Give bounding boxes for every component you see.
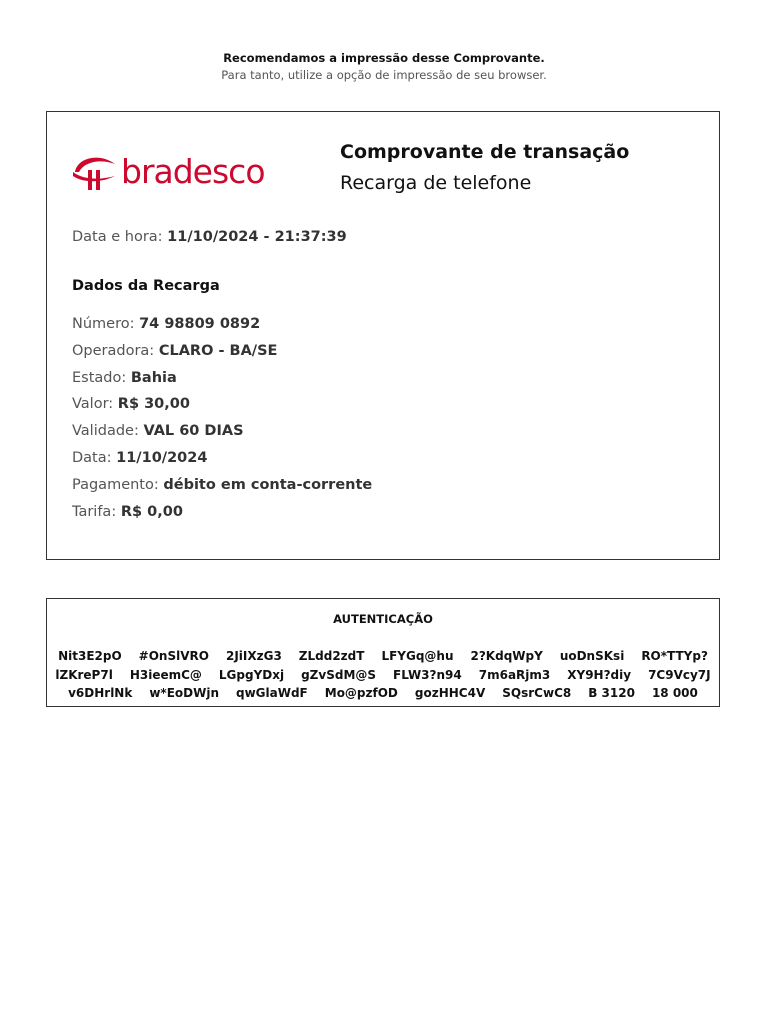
field-value: 11/10/2024 bbox=[116, 449, 208, 466]
field-numero bbox=[72, 311, 372, 338]
auth-code: #OnSlVRO bbox=[138, 649, 209, 663]
auth-code: SQsrCwC8 bbox=[502, 686, 572, 700]
field-label: Data: bbox=[72, 449, 112, 466]
auth-code: gZvSdM@S bbox=[301, 667, 377, 682]
auth-code: lZKreP7l bbox=[55, 667, 113, 682]
auth-code: ZLdd2zdT bbox=[298, 649, 365, 663]
datetime-value: 11/10/2024 - 21:37:39 bbox=[167, 229, 347, 245]
field-operadora bbox=[72, 338, 372, 365]
field-value: VAL 60 DIAS bbox=[143, 423, 244, 440]
auth-row bbox=[47, 684, 719, 703]
auth-code: v6DHrlNk bbox=[68, 686, 133, 700]
auth-code: Mo@pzfOD bbox=[324, 686, 398, 700]
field-pagamento bbox=[72, 472, 372, 499]
field-label: Número: bbox=[72, 316, 135, 332]
auth-code: 2?KdqWpY bbox=[470, 649, 543, 663]
field-valor bbox=[72, 391, 372, 418]
print-notice-text: Para tanto, utilize a opção de impressão de seu browser. bbox=[221, 68, 547, 82]
field-label: Valor: bbox=[72, 396, 114, 413]
receipt-panel bbox=[46, 111, 720, 560]
auth-code: LGpgYDxj bbox=[218, 667, 285, 682]
field-value: R$ 0,00 bbox=[120, 503, 183, 520]
auth-row bbox=[47, 666, 719, 685]
print-notice bbox=[0, 50, 768, 84]
authentication-title: AUTENTICAÇÃO bbox=[333, 612, 433, 626]
field-label: Validade: bbox=[72, 423, 139, 440]
title-block bbox=[340, 138, 629, 200]
bradesco-logo bbox=[71, 148, 271, 196]
auth-code: XY9H?diy bbox=[567, 667, 632, 682]
field-label: Estado: bbox=[72, 369, 127, 386]
brand-wordmark: bradesco bbox=[121, 152, 265, 191]
section-title: Dados da Recarga bbox=[72, 278, 220, 294]
field-value: 74 98809 0892 bbox=[139, 316, 261, 332]
field-value: CLARO - BA/SE bbox=[158, 342, 278, 359]
field-value: Bahia bbox=[130, 369, 177, 386]
auth-code: B 3120 bbox=[588, 686, 635, 700]
field-estado bbox=[72, 365, 372, 392]
auth-code: uoDnSKsi bbox=[559, 649, 625, 663]
field-label: Pagamento: bbox=[72, 476, 159, 493]
auth-code: 7m6aRjm3 bbox=[478, 667, 551, 682]
field-validade bbox=[72, 418, 372, 445]
transaction-datetime bbox=[72, 226, 347, 248]
auth-row bbox=[47, 647, 719, 666]
auth-code: 18 000 bbox=[651, 686, 698, 700]
recharge-fields bbox=[72, 311, 372, 525]
auth-code: RO*TTYp? bbox=[641, 649, 708, 663]
datetime-label: Data e hora: bbox=[72, 229, 163, 245]
auth-code: H3ieemC@ bbox=[129, 667, 202, 682]
field-value: R$ 30,00 bbox=[117, 396, 190, 413]
auth-code: qwGlaWdF bbox=[235, 686, 308, 700]
auth-code: 2JiIXzG3 bbox=[225, 649, 282, 663]
page-subtitle: Recarga de telefone bbox=[340, 172, 532, 194]
auth-code: gozHHC4V bbox=[414, 686, 486, 700]
authentication-panel bbox=[46, 598, 720, 707]
field-label: Operadora: bbox=[72, 342, 155, 359]
auth-code: 7C9Vcy7J bbox=[648, 667, 711, 682]
auth-code: FLW3?n94 bbox=[393, 667, 462, 682]
bradesco-tree-logo-icon bbox=[71, 150, 119, 194]
field-tarifa bbox=[72, 499, 372, 526]
authentication-codes bbox=[47, 647, 719, 703]
field-value: débito em conta-corrente bbox=[163, 476, 373, 493]
auth-code: Nit3E2pO bbox=[58, 649, 122, 663]
field-label: Tarifa: bbox=[72, 503, 117, 520]
page-title: Comprovante de transação bbox=[340, 141, 630, 163]
auth-code: w*EoDWjn bbox=[149, 686, 219, 700]
auth-code: LFYGq@hu bbox=[381, 649, 454, 663]
print-notice-title: Recomendamos a impressão desse Comprovante. bbox=[223, 51, 545, 65]
field-data bbox=[72, 445, 372, 472]
